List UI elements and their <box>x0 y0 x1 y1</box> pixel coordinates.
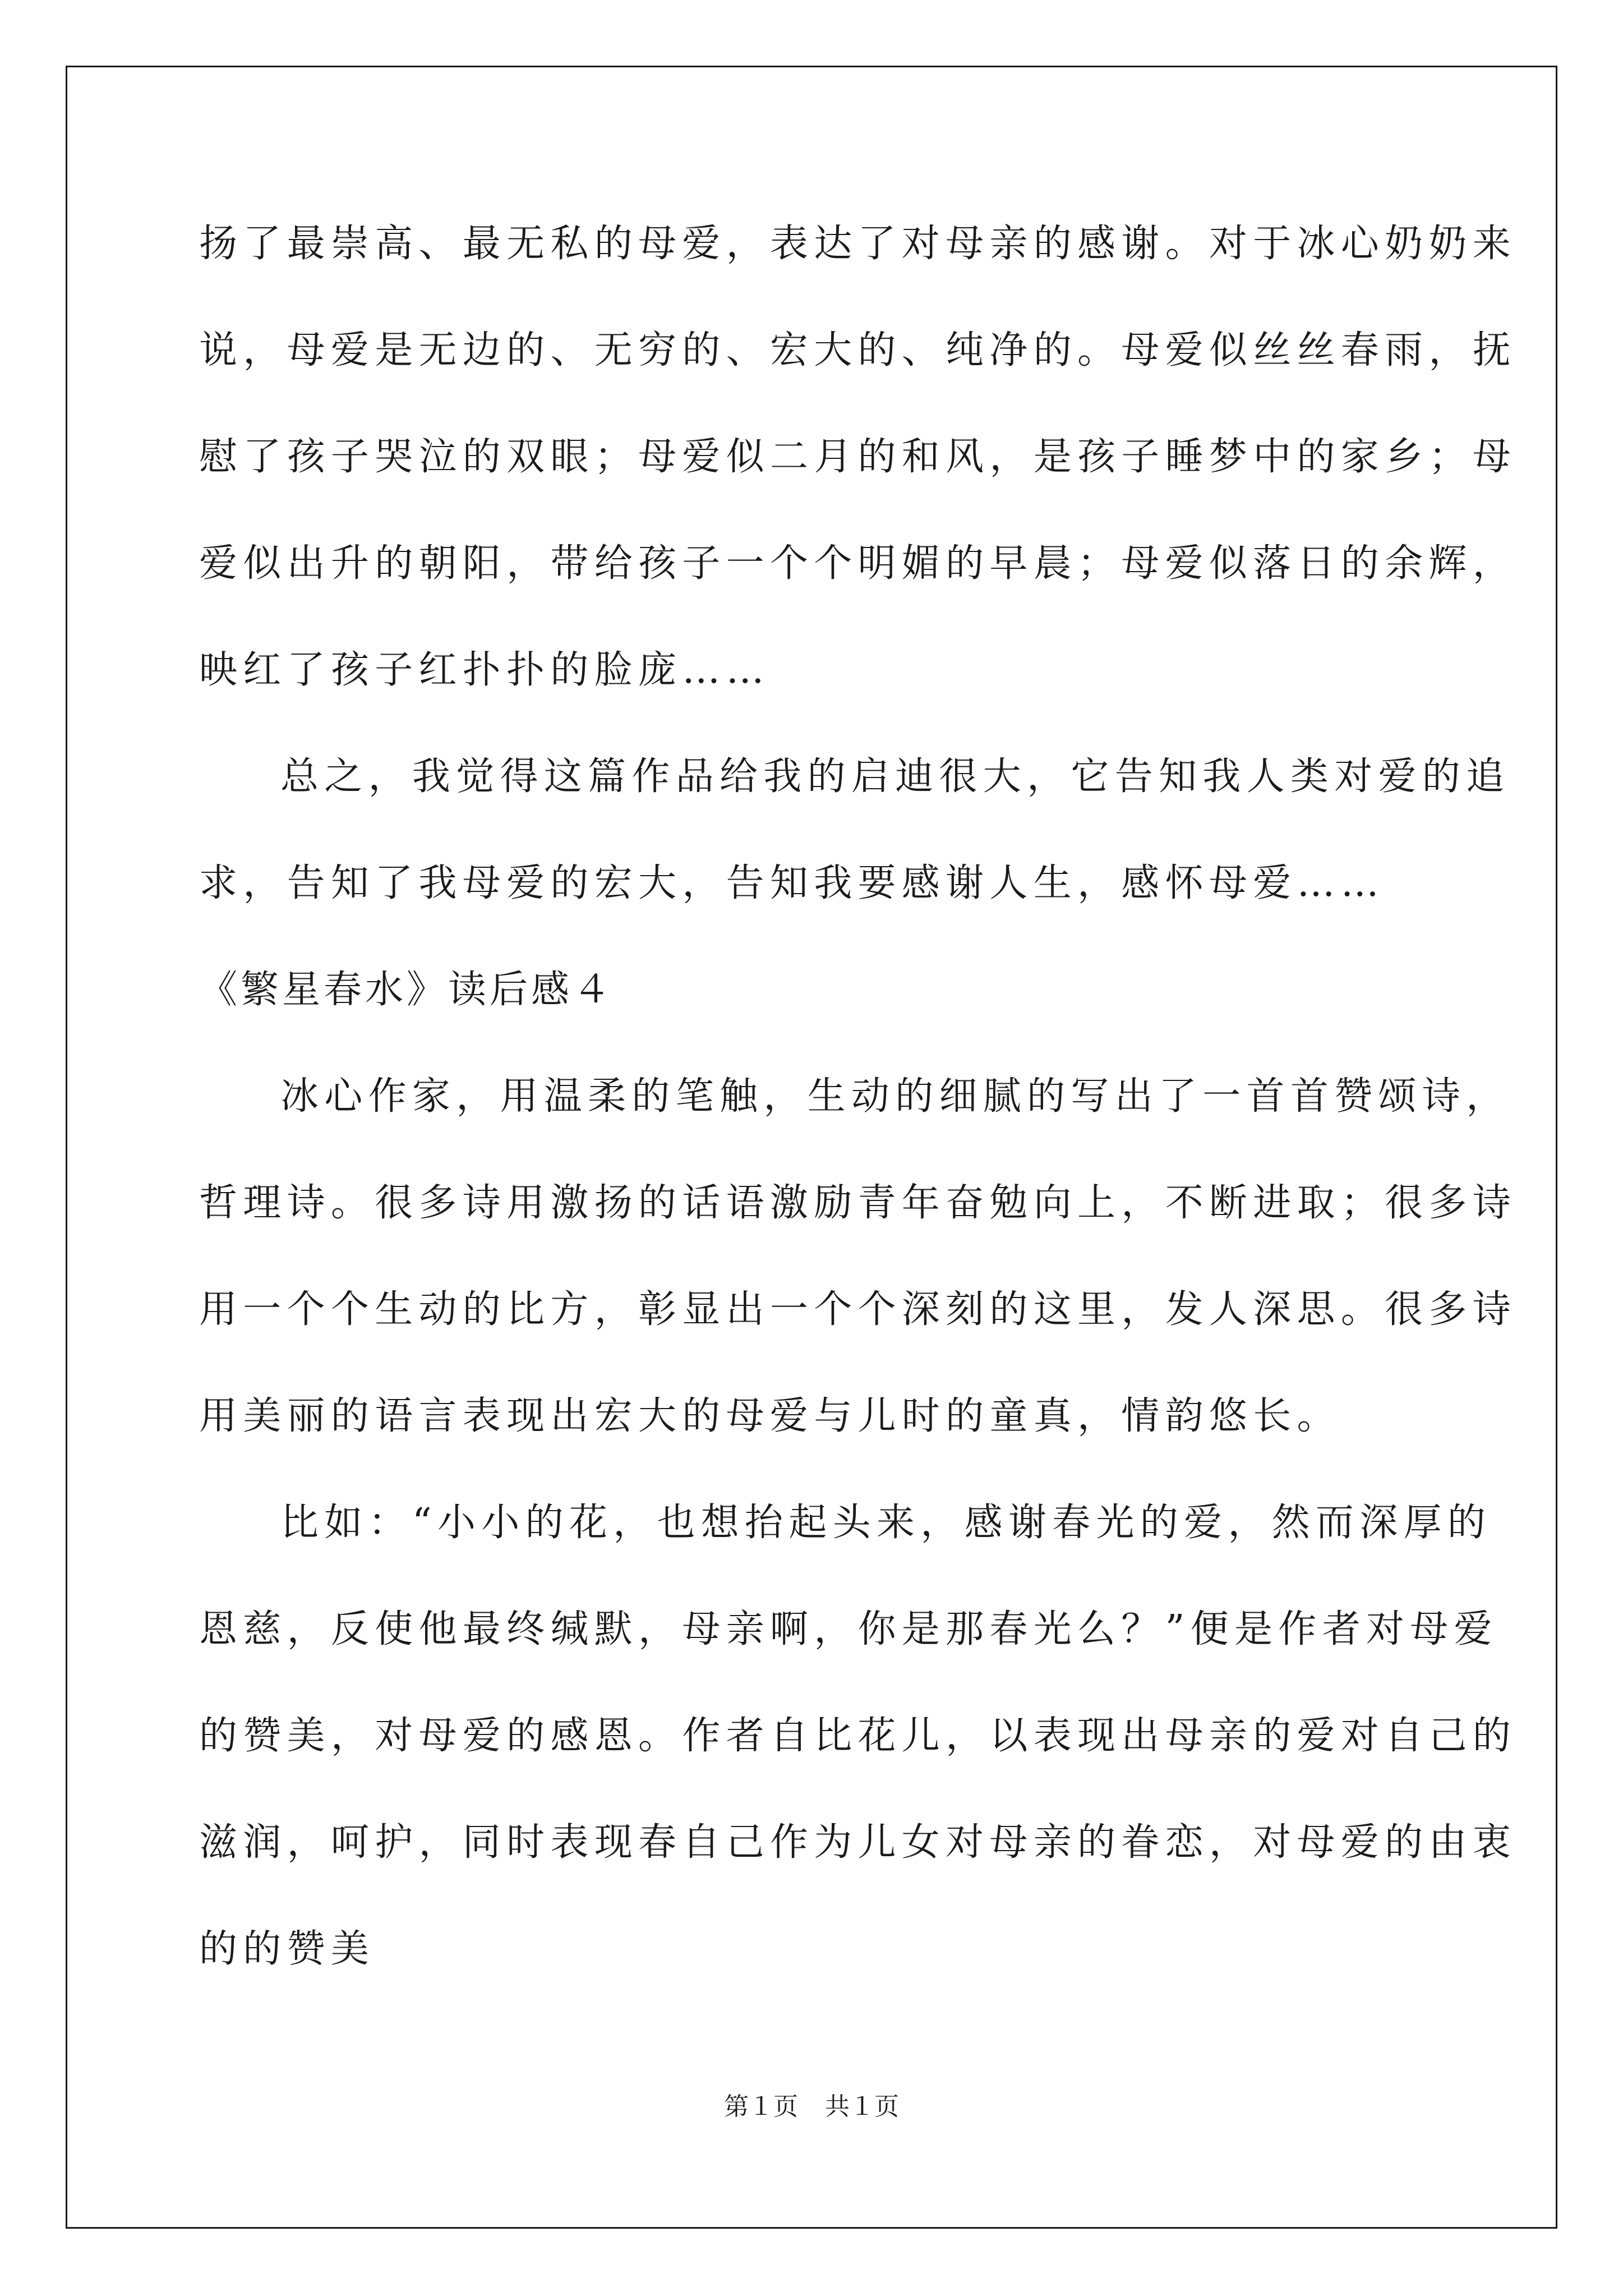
text-line: 爱似出升的朝阳，带给孩子一个个明媚的早晨；母爱似落日的余辉， <box>199 541 1517 586</box>
text-line: 的的赞美 <box>199 1927 375 1971</box>
text-line: 映红了孩子红扑扑的脸庞…… <box>199 648 770 692</box>
text-line: 慰了孩子哭泣的双眼；母爱似二月的和风，是孩子睡梦中的家乡；母 <box>199 435 1517 479</box>
text-line: 恩慈，反使他最终缄默，母亲啊，你是那春光么？”便是作者对母爱 <box>199 1607 1498 1651</box>
paragraph-first-line: 总之，我觉得这篇作品给我的启迪很大，它告知我人类对爱的追 <box>280 754 1510 799</box>
paragraph-first-line: 冰心作家，用温柔的笔触，生动的细腻的写出了一首首赞颂诗， <box>280 1074 1510 1119</box>
text-line: 求，告知了我母爱的宏大，告知我要感谢人生，感怀母爱…… <box>199 861 1385 905</box>
section-heading: 《繁星春水》读后感４ <box>199 968 615 1012</box>
text-line: 滋润，呵护，同时表现春自己作为儿女对母亲的眷恋，对母爱的由衷 <box>199 1820 1517 1865</box>
text-line: 用一个个生动的比方，彰显出一个个深刻的这里，发人深思。很多诗 <box>199 1287 1517 1332</box>
page-footer <box>0 2091 1623 2123</box>
page-border <box>66 66 1557 2229</box>
paragraph-first-line: 比如：“小小的花，也想抬起头来，感谢春光的爱，然而深厚的 <box>280 1501 1492 1545</box>
text-line: 说，母爱是无边的、无穷的、宏大的、纯净的。母爱似丝丝春雨，抚 <box>199 328 1517 372</box>
text-line: 用美丽的语言表现出宏大的母爱与儿时的童真，情韵悠长。 <box>199 1394 1341 1438</box>
page-number: 第１页 <box>724 2092 798 2121</box>
text-line: 的赞美，对母爱的感恩。作者自比花儿，以表现出母亲的爱对自己的 <box>199 1714 1517 1758</box>
text-line: 扬了最崇高、最无私的母爱，表达了对母亲的感谢。对于冰心奶奶来 <box>199 222 1517 266</box>
page-total: 共１页 <box>825 2092 899 2121</box>
text-line: 哲理诗。很多诗用激扬的话语激励青年奋勉向上，不断进取；很多诗 <box>199 1181 1517 1225</box>
